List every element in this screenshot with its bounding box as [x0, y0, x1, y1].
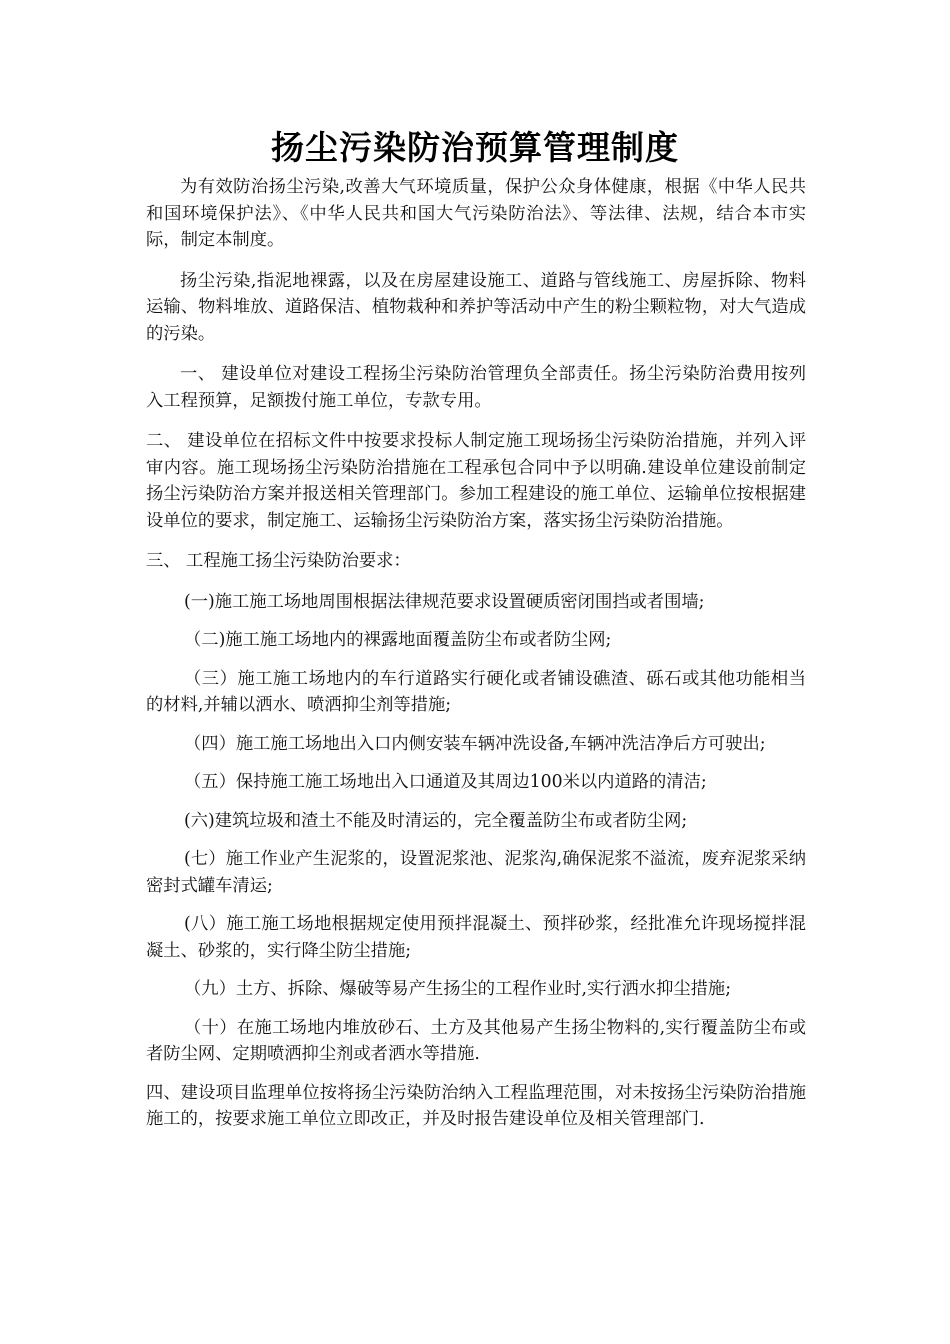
document-title: 扬尘污染防治预算管理制度: [271, 128, 679, 167]
list-item-4: （四）施工施工场地出入口内侧安装车辆冲洗设备,车辆冲洗洁净后方可驶出;: [184, 733, 766, 754]
list-item-3: （三）施工施工场地内的车行道路实行硬化或者铺设礁渣、砾石或其他功能相当的材料,并辅以洒水、喷洒抑尘剂等措施;: [146, 668, 806, 715]
paragraph-definition: 扬尘污染,指泥地裸露，以及在房屋建设施工、道路与管线施工、房屋拆除、物料运输、物料堆放、道路保洁、植物栽种和养护等活动中产生的粉尘颗粒物，对大气造成的污染。: [146, 270, 806, 344]
list-item-1: (一)施工施工场地周围根据法律规范要求设置硬质密闭围挡或者围墙;: [184, 591, 705, 612]
list-item-6: (六)建筑垃圾和渣土不能及时清运的，完全覆盖防尘布或者防尘网;: [184, 810, 688, 831]
list-item-9: （九）土方、拆除、爆破等易产生扬尘的工程作业时,实行洒水抑尘措施;: [184, 979, 732, 999]
paragraph-purpose: 为有效防治扬尘污染,改善大气环境质量，保护公众身体健康，根据《中华人民共和国环境保护法》、《中华人民共和国大气污染防治法》、等法律、法规，结合本市实际，制定本制度。: [146, 177, 806, 250]
paragraph-article-3: 三、 工程施工扬尘污染防治要求：: [146, 551, 411, 571]
paragraph-article-4: 四、建设项目监理单位按将扬尘污染防治纳入工程监理范围，对未按扬尘污染防治措施施工的，按要求施工单位立即改正，并及时报告建设单位及相关管理部门.: [146, 1082, 806, 1129]
list-item-7: (七）施工作业产生泥浆的，设置泥浆池、泥浆沟,确保泥浆不溢流，废弃泥浆采纳密封式罐车清运;: [146, 849, 806, 896]
list-item-10: （十）在施工场地内堆放砂石、土方及其他易产生扬尘物料的,实行覆盖防尘布或者防尘网、定期喷洒抑尘剂或者洒水等措施.: [146, 1017, 806, 1064]
paragraph-article-2: 二、 建设单位在招标文件中按要求投标人制定施工现场扬尘污染防治措施，并列入评审内容。施工现场扬尘污染防治措施在工程承包合同中予以明确.建设单位建设前制定扬尘污染防治方案并报送相关管理部门。参加工程建设的施工单位、运输单位按根据建设单位的要求，制定施工、运输扬尘污染防治方案，落实扬尘污染防治措施。: [146, 431, 806, 531]
list-item-8: (八）施工施工场地根据规定使用预拌混凝土、预拌砂浆，经批准允许现场搅拌混凝土、砂浆的，实行降尘防尘措施;: [146, 914, 806, 961]
document-body: [146, 174, 806, 1143]
list-item-2: （二)施工施工场地内的裸露地面覆盖防尘布或者防尘网;: [184, 630, 612, 650]
list-item-5: （五）保持施工施工场地出入口通道及其周边100米以内道路的清洁;: [184, 772, 707, 792]
paragraph-article-1: 一、 建设单位对建设工程扬尘污染防治管理负全部责任。扬尘污染防治费用按列入工程预算，足额拨付施工单位，专款专用。: [146, 364, 806, 411]
